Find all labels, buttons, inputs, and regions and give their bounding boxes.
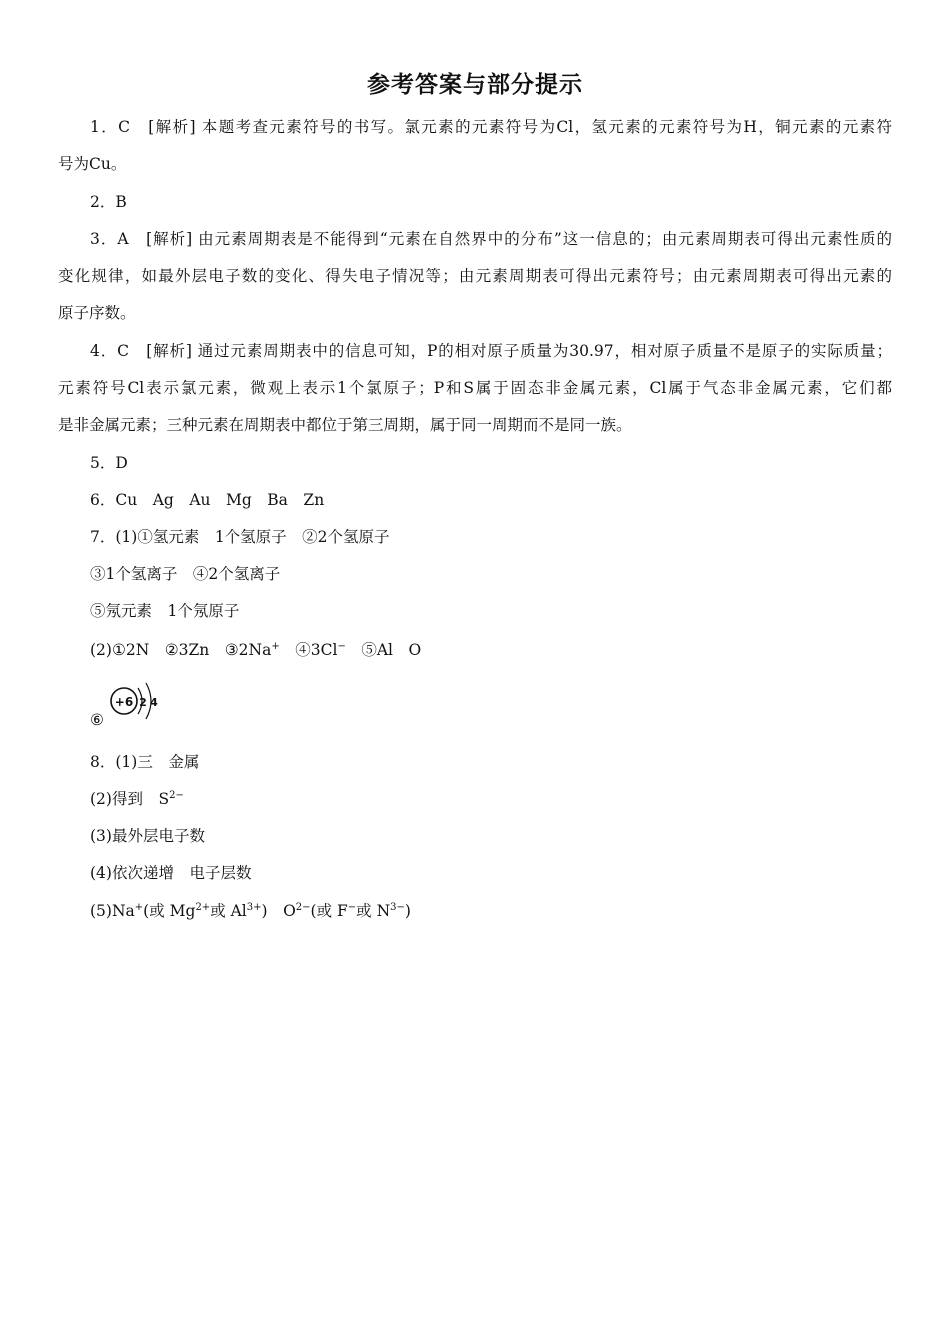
answer-8-line-2-text: (2)得到 S (90, 790, 170, 808)
s-charge: 2− (169, 789, 184, 801)
answer-1-line-2: 号为Cu。 (58, 155, 127, 173)
l5-e: (或 F (310, 902, 348, 920)
answer-8-line-3: (3)最外层电子数 (90, 827, 205, 845)
page-title: 参考答案与部分提示 (367, 72, 583, 98)
shell-1-electrons: 2 (139, 696, 147, 709)
answer-7-line-2: ③1个氢离子 ④2个氢离子 (90, 565, 281, 583)
na-charge: + (271, 640, 280, 652)
answer-8-line-1: 8．(1)三 金属 (90, 753, 200, 771)
answer-7-line-3: ⑤氖元素 1个氖原子 (90, 602, 240, 620)
l5-a: (5)Na (90, 902, 135, 920)
answer-3-line-1: 3．A [解析] 由元素周期表是不能得到“元素在自然界中的分布”这一信息的；由元素周期表可得出元素性质的 (90, 230, 892, 248)
l5-a-charge: + (134, 901, 144, 913)
answer-2: 2．B (90, 193, 127, 211)
answer-7-part-2-prefix: (2)①2N ②3Zn ③2Na (90, 641, 272, 659)
answer-7-part-2-mid: ④3Cl (279, 641, 338, 659)
nucleus-charge: +6 (114, 695, 134, 709)
answer-7-item-6-label: ⑥ (90, 711, 104, 729)
l5-f: 或 N (356, 902, 391, 920)
l5-e-charge: − (347, 901, 357, 913)
answer-8-line-4: (4)依次递增 电子层数 (90, 864, 252, 882)
l5-b: (或 Mg (143, 902, 196, 920)
answer-3-line-2: 变化规律，如最外层电子数的变化、得失电子情况等；由元素周期表可得出元素符号；由元素周期表可得出元素的 (58, 267, 892, 285)
l5-c-charge: 3+ (246, 901, 262, 913)
answer-5: 5．D (90, 454, 128, 472)
l5-d-charge: 2− (295, 901, 311, 913)
l5-g: ) (404, 902, 411, 920)
l5-f-charge: 3− (390, 901, 405, 913)
answer-6: 6．Cu Ag Au Mg Ba Zn (90, 491, 325, 509)
l5-b-charge: 2+ (195, 901, 211, 913)
l5-d: ) O (261, 902, 296, 920)
answer-8-line-2 (90, 789, 184, 809)
answer-7-line-1: 7．(1)①氢元素 1个氢原子 ②2个氢原子 (90, 528, 390, 546)
answer-3-line-3: 原子序数。 (58, 304, 136, 322)
answer-7-part-2-suffix: ⑤Al O (345, 641, 422, 659)
answer-4-line-1: 4．C [解析] 通过元素周期表中的信息可知，P的相对原子质量为30.97，相对原子质量不是原子的实际质量； (90, 342, 892, 360)
l5-c: 或 Al (210, 902, 247, 920)
answer-4-line-3: 是非金属元素；三种元素在周期表中都位于第三周期，属于同一周期而不是同一族。 (58, 416, 632, 434)
answer-7-part-2 (90, 640, 421, 660)
shell-2-electrons: 4 (150, 696, 158, 709)
cl-charge: − (337, 640, 346, 652)
answer-8-line-5 (90, 901, 411, 921)
answer-4-line-2: 元素符号Cl表示氯元素，微观上表示1个氯原子；P和S属于固态非金属元素，Cl属于气态非金属元素，它们都 (58, 379, 892, 397)
answer-1-line-1: 1．C [解析] 本题考查元素符号的书写。氯元素的元素符号为Cl，氢元素的元素符号为H，铜元素的元素符 (90, 118, 892, 136)
